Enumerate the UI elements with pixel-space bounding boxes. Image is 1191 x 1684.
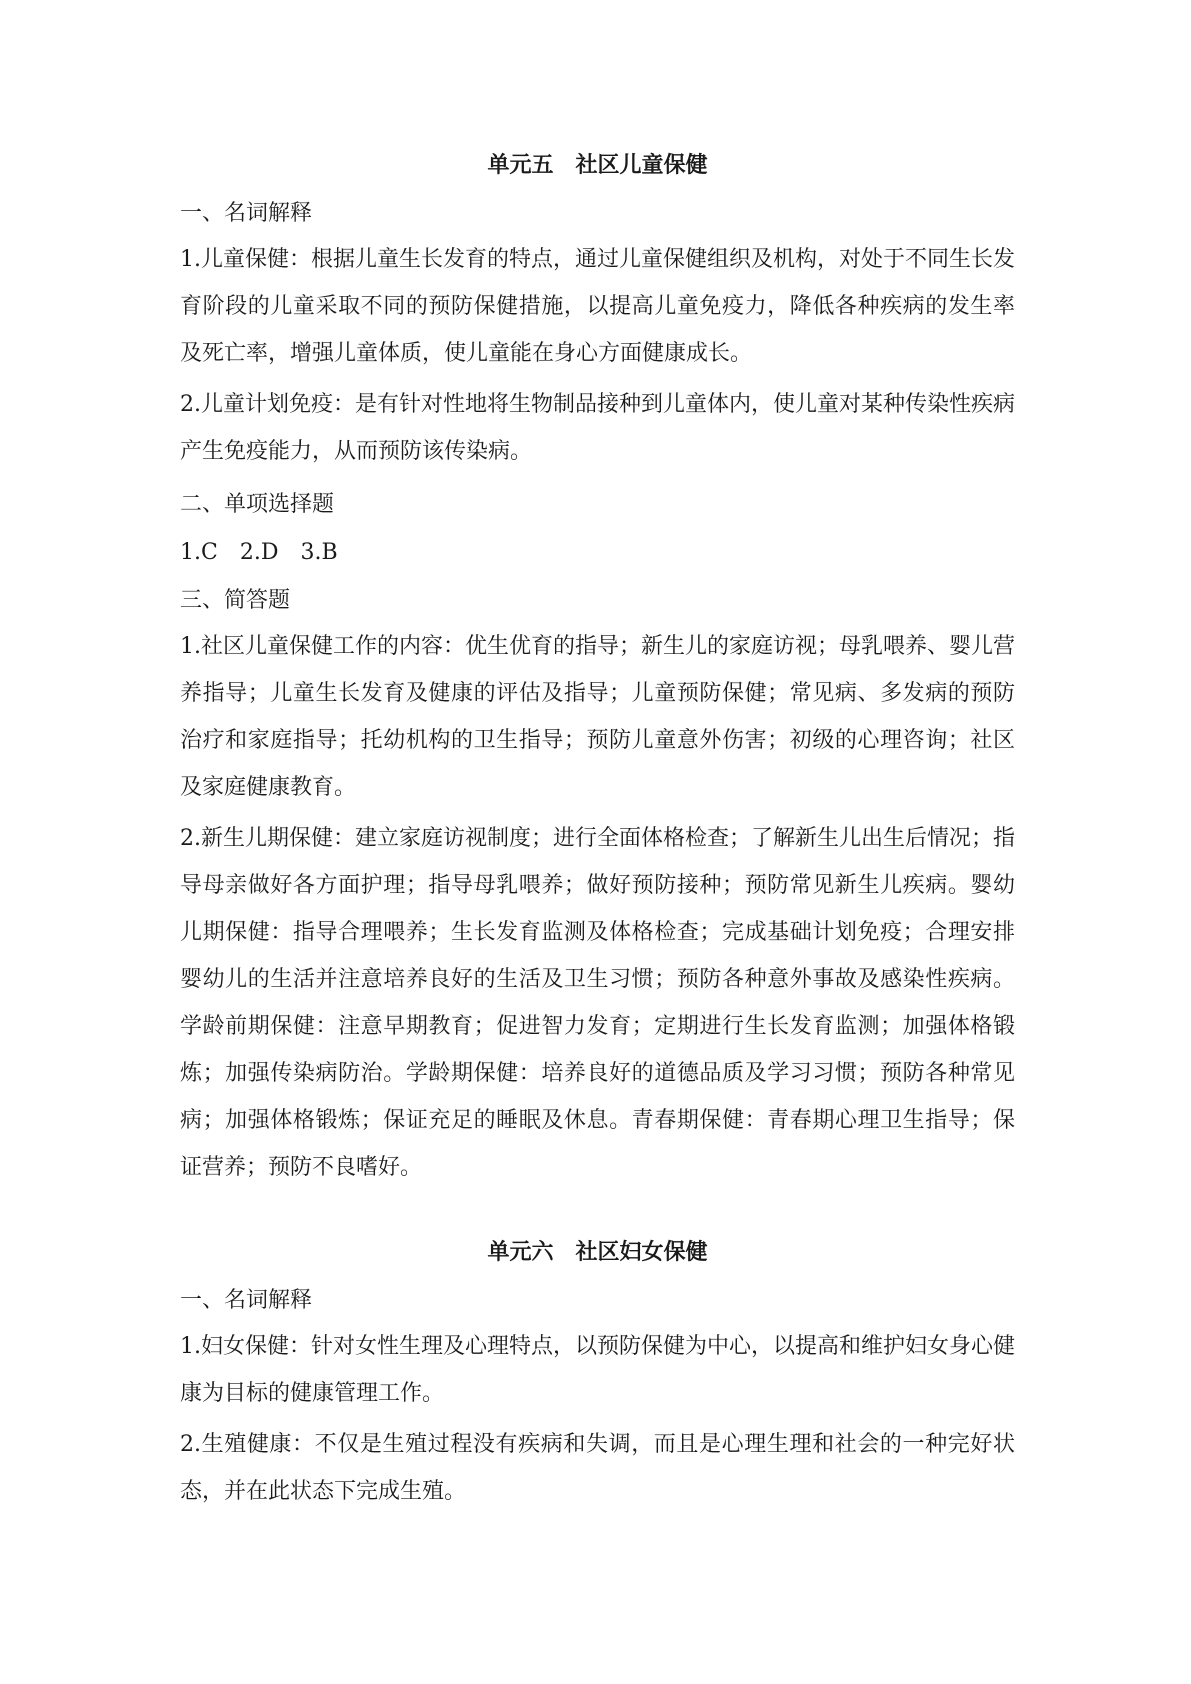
unit5-choice-answers: 1.C 2.D 3.B: [180, 540, 338, 565]
unit6-section: [180, 1235, 1015, 1515]
unit5-title: 单元五 社区儿童保健: [487, 153, 708, 178]
document-page: [180, 148, 1015, 1515]
unit5-choice-heading: 二、单项选择题: [180, 492, 335, 517]
unit5-short-answer-2: 2.新生儿期保健：建立家庭访视制度；进行全面体格检查；了解新生儿出生后情况；指导母亲做好各方面护理；指导母乳喂养；做好预防接种；预防常见新生儿疾病。婴幼儿期保健：指导合理喂养；生长发育监测及体格检查；完成基础计划免疫；合理安排婴幼儿的生活并注意培养良好的生活及卫生习惯；预防各种意外事故及感染性疾病。学龄前期保健：注意早期教育；促进智力发育；定期进行生长发育监测；加强体格锻炼；加强传染病防治。学龄期保健：培养良好的道德品质及学习习惯；预防各种常见病；加强体格锻炼；保证充足的睡眠及休息。青春期保健：青春期心理卫生指导；保证营养；预防不良嗜好。: [180, 826, 1015, 1180]
unit6-glossary-heading: 一、名词解释: [180, 1288, 313, 1313]
unit5-short-answer-heading: 三、简答题: [180, 588, 291, 613]
unit5-definition-child-health: 1.儿童保健：根据儿童生长发育的特点，通过儿童保健组织及机构，对处于不同生长发育阶段的儿童采取不同的预防保健措施，以提高儿童免疫力，降低各种疾病的发生率及死亡率，增强儿童体质，使儿童能在身心方面健康成长。: [180, 247, 1015, 366]
unit6-definition-women-health: 1.妇女保健：针对女性生理及心理特点，以预防保健为中心，以提高和维护妇女身心健康为目标的健康管理工作。: [180, 1334, 1015, 1406]
unit5-glossary-heading: 一、名词解释: [180, 201, 313, 226]
unit6-definition-reproductive-health: 2.生殖健康：不仅是生殖过程没有疾病和失调，而且是心理生理和社会的一种完好状态，并在此状态下完成生殖。: [180, 1432, 1015, 1504]
unit5-short-answer-1: 1.社区儿童保健工作的内容：优生优育的指导；新生儿的家庭访视；母乳喂养、婴儿营养指导；儿童生长发育及健康的评估及指导；儿童预防保健；常见病、多发病的预防治疗和家庭指导；托幼机构的卫生指导；预防儿童意外伤害；初级的心理咨询；社区及家庭健康教育。: [180, 634, 1015, 800]
unit5-section: [180, 148, 1015, 1191]
unit6-title: 单元六 社区妇女保健: [487, 1240, 708, 1265]
unit5-definition-immunization: 2.儿童计划免疫：是有针对性地将生物制品接种到儿童体内，使儿童对某种传染性疾病产生免疫能力，从而预防该传染病。: [180, 392, 1015, 464]
